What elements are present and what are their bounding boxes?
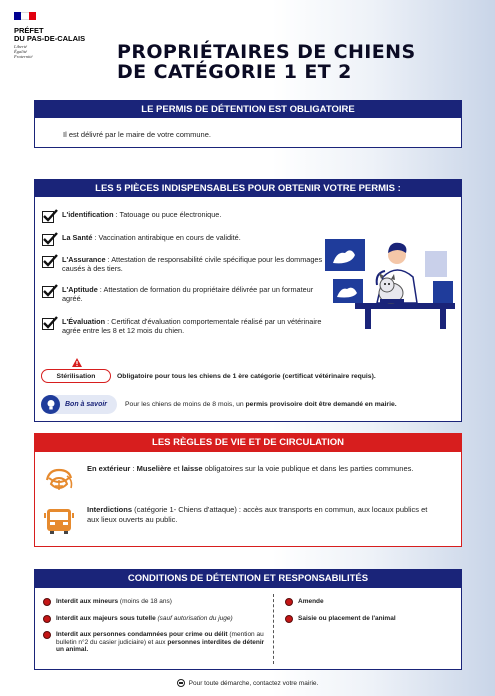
section-conditions-body [34,588,462,670]
sterilisation-text: Obligatoire pour tous les chiens de 1 ère catégorie (certificat vétérinaire requis). [117,372,376,380]
piece-desc: : Certificat d'évaluation comportementale réalisé par un vétérinaire agrée entre les 8 et 12 mois du chien. [62,317,322,335]
muzzle-leash-icon [43,464,75,496]
regle-exterieur-and: et [171,464,182,473]
piece-text [62,210,324,223]
condition-text [56,615,233,623]
condition-bold2: personnes interdites de détenir un animal. [56,638,265,653]
bullet-icon [43,598,51,606]
condition-item [43,598,263,606]
section-regles-body [34,452,462,547]
piece-item-evaluation [42,317,324,335]
section-permis-header: LE PERMIS DE DÉTENTION EST OBLIGATOIRE [34,100,462,118]
condition-italic: (sauf autorisation du juge) [155,615,233,622]
bon-a-savoir-badge [41,395,117,414]
piece-term: L'Évaluation [62,317,106,326]
republic-motto [14,44,98,59]
regle-exterieur-rest: obligatoires sur la voie publique et dans les parties communes. [202,464,414,473]
regle-interdictions-rest: (catégorie 1- Chiens d'attaque) : accès aux transports en commun, aux locaux publics et aux lieux ouverts au public. [87,505,428,524]
piece-text [62,233,324,246]
title-line2: DE CATÉGORIE 1 ET 2 [117,61,352,83]
bullet-icon [285,615,293,623]
condition-item [285,598,455,606]
bullet-icon [43,631,51,639]
bon-a-savoir-text-bold: permis provisoire doit être demandé en mairie. [245,401,397,408]
regle-exterieur [43,464,437,496]
condition-bold: Interdit aux personnes condamnées pour crime ou délit [56,631,228,638]
condition-text [56,631,265,654]
piece-text [62,317,324,335]
regle-exterieur-leash: laisse [181,464,203,473]
footer-text: Pour toute démarche, contactez votre mairie. [188,679,319,687]
prefecture-name-line2: DU PAS-DE-CALAIS [14,34,86,43]
checkbox-icon [42,256,54,268]
bon-a-savoir-label: Bon à savoir [65,401,108,408]
condition-item [285,615,455,623]
piece-text [62,255,324,273]
piece-term: La Santé [62,233,93,242]
piece-desc: : Attestation de responsabilité civile spécifique pour les dommages causés à des tiers. [62,255,323,273]
column-divider [273,594,274,664]
condition-bold: Amende [298,598,324,605]
condition-bold: Saisie ou placement de l'animal [298,615,396,622]
permis-text: Il est délivré par le maire de votre commune. [63,130,211,139]
piece-desc: : Tatouage ou puce électronique. [113,210,222,219]
sterilisation-badge [41,369,111,383]
checkbox-icon [42,318,54,330]
section-pieces [34,179,462,422]
regle-interdictions-text [87,505,437,525]
footer-note [0,679,495,687]
piece-desc: : Vaccination antirabique en cours de validité. [92,233,241,242]
motto-fraternite: Fraternité [14,54,33,59]
section-conditions-header: CONDITIONS DE DÉTENTION ET RESPONSABILITÉS [34,569,462,588]
bullet-icon [43,615,51,623]
piece-desc: : Attestation de formation du propriétaire délivrée par un formateur agréé. [62,285,314,303]
regle-exterieur-muzzle: Muselière [136,464,172,473]
section-conditions [34,569,462,670]
lightbulb-icon [41,395,60,414]
section-pieces-body [34,197,462,422]
regle-exterieur-lead: En extérieur [87,464,131,473]
title-line1: PROPRIÉTAIRES DE CHIENS [117,41,416,63]
condition-item [43,615,263,623]
checkbox-icon [42,211,54,223]
checkbox-icon [42,234,54,246]
condition-bold: Interdit aux mineurs [56,598,119,605]
piece-text [62,285,324,303]
sterilisation-row [41,369,376,383]
condition-text [56,598,172,606]
bon-a-savoir-text [125,401,397,408]
condition-rest: (mention au bulletin n°2 du casier judiciaire) et aux [56,631,264,646]
section-regles [34,433,462,547]
checkbox-icon [42,286,54,298]
prefecture-name [14,27,98,43]
piece-item-sante [42,233,324,246]
section-regles-header: LES RÈGLES DE VIE ET DE CIRCULATION [34,433,462,452]
veterinarian-illustration [325,233,455,329]
condition-bold: Interdit aux majeurs sous tutelle [56,615,156,622]
motto-egalite: Égalité [14,49,27,54]
prefecture-name-line1: PRÉFET [14,26,44,35]
warning-icon [72,358,82,367]
piece-item-aptitude [42,285,324,303]
piece-term: L'Aptitude [62,285,98,294]
piece-term: L'identification [62,210,114,219]
regle-interdictions [43,505,437,537]
prefecture-logo [14,12,98,59]
page-title [117,42,457,82]
bon-a-savoir-row [41,395,397,414]
info-circle-icon [177,679,185,687]
motto-liberte: Liberté [14,44,27,49]
bullet-icon [285,598,293,606]
piece-term: L'Assurance [62,255,106,264]
condition-rest: (moins de 18 ans) [118,598,172,605]
regle-exterieur-sep: : [130,464,137,473]
sterilisation-label: Stérilisation [56,372,96,380]
regle-interdictions-lead: Interdictions [87,505,133,514]
section-pieces-header: LES 5 PIÈCES INDISPENSABLES POUR OBTENIR VOTRE PERMIS : [34,179,462,197]
french-flag-icon [14,12,36,20]
section-permis [34,100,462,148]
regle-exterieur-text [87,464,437,474]
bon-a-savoir-text-pre: Pour les chiens de moins de 8 mois, un [125,401,246,408]
piece-item-identification [42,210,324,223]
section-permis-body [34,118,462,148]
condition-item [43,631,265,654]
bus-icon [43,505,75,537]
piece-item-assurance [42,255,324,273]
